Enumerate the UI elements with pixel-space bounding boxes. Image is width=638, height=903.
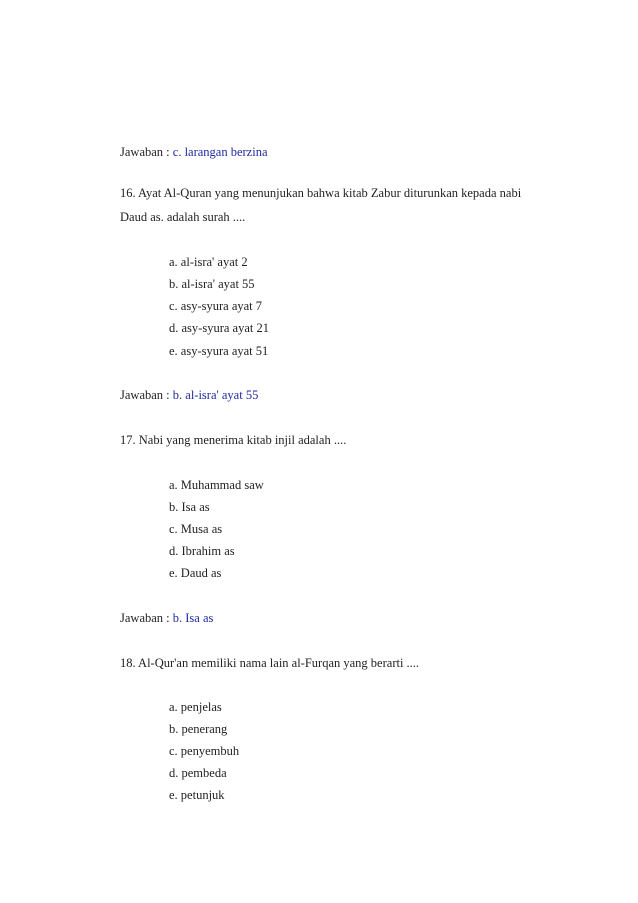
question-16-option-b: b. al-isra' ayat 55 <box>169 277 255 291</box>
answer-line-16 <box>120 387 258 403</box>
question-18-option-c: c. penyembuh <box>169 744 240 758</box>
answer-value: c. larangan berzina <box>172 145 268 159</box>
answer-line-prev <box>120 144 268 160</box>
question-17-option-c: c. Musa as <box>169 522 223 536</box>
answer-value: b. al-isra' ayat 55 <box>172 388 259 402</box>
question-16-line-2: Daud as. adalah surah .... <box>120 210 246 224</box>
answer-line-17 <box>120 610 213 626</box>
question-18-option-e: e. petunjuk <box>169 788 225 802</box>
question-16-option-a: a. al-isra' ayat 2 <box>169 255 248 269</box>
question-18-option-b: b. penerang <box>169 722 228 736</box>
question-17-option-d: d. Ibrahim as <box>169 544 235 558</box>
question-17-option-e: e. Daud as <box>169 566 222 580</box>
question-16-option-e: e. asy-syura ayat 51 <box>169 344 269 358</box>
question-16-option-d: d. asy-syura ayat 21 <box>169 321 269 335</box>
answer-label: Jawaban : <box>120 611 173 625</box>
question-17-option-b: b. Isa as <box>169 500 210 514</box>
question-18-line-1: 18. Al-Qur'an memiliki nama lain al-Furqan yang berarti .... <box>120 656 420 670</box>
question-17-option-a: a. Muhammad saw <box>169 478 264 492</box>
answer-label: Jawaban : <box>120 145 173 159</box>
question-16-option-c: c. asy-syura ayat 7 <box>169 299 263 313</box>
question-18-option-d: d. pembeda <box>169 766 227 780</box>
answer-label: Jawaban : <box>120 388 173 402</box>
question-17-line-1: 17. Nabi yang menerima kitab injil adalah .... <box>120 433 347 447</box>
question-16-line-1: 16. Ayat Al-Quran yang menunjukan bahwa kitab Zabur diturunkan kepada nabi <box>120 186 522 200</box>
answer-value: b. Isa as <box>172 611 214 625</box>
question-18-option-a: a. penjelas <box>169 700 222 714</box>
